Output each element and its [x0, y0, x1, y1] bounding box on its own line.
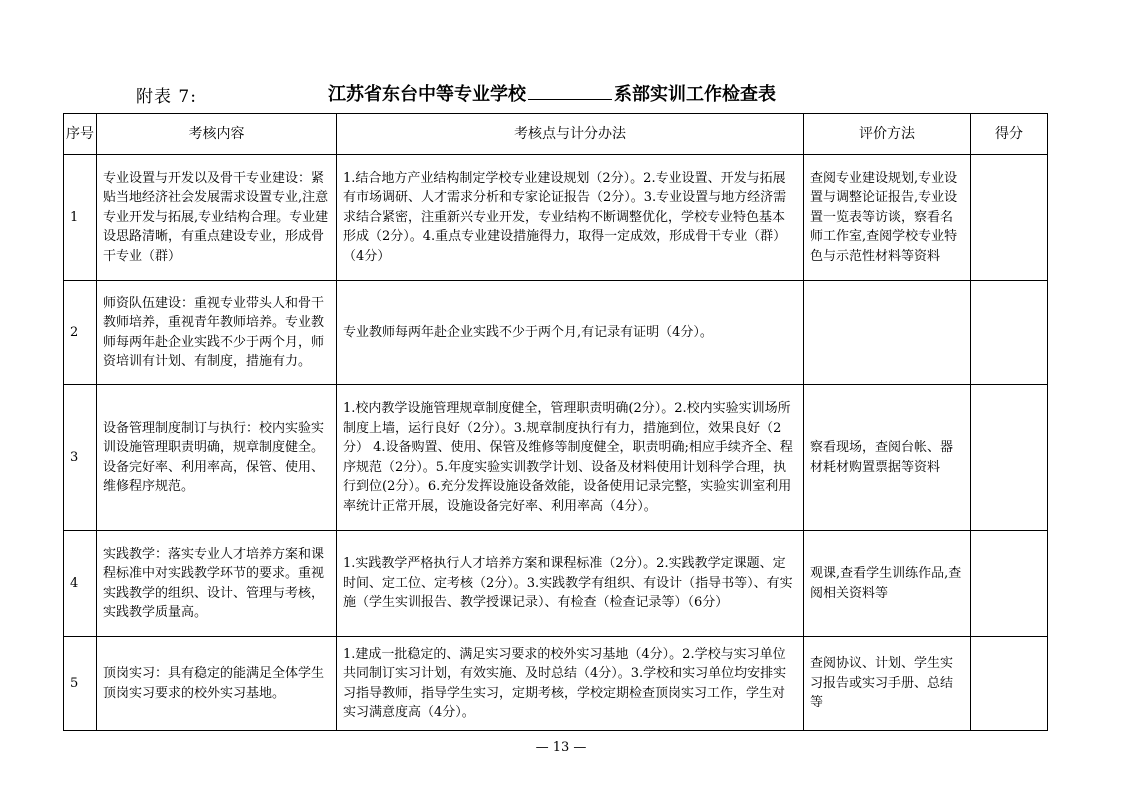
evaluation-method: 察看现场，查阅台帐、器材耗材购置票据等资料	[804, 385, 971, 531]
row-number: 2	[64, 281, 97, 385]
appendix-label: 附表 7:	[136, 87, 197, 107]
document-title	[328, 80, 776, 106]
assessment-content: 实践教学：落实专业人才培养方案和课程标准中对实践教学环节的要求。重视实践教学的组织、设计、管理与考核，实践教学质量高。	[97, 531, 337, 637]
assessment-points: 1.建成一批稳定的、满足实习要求的校外实习基地（4分）。2.学校与实习单位共同制订实习计划，有效实施、及时总结（4分）。3.学校和实习单位均安排实习指导教师，指导学生实习，定期考核，学校定期检查顶岗实习工作，学生对实习满意度高（4分）。	[337, 637, 804, 731]
assessment-points: 1.结合地方产业结构制定学校专业建设规划（2分）。2.专业设置、开发与拓展有市场调研、人才需求分析和专家论证报告（2分）。3.专业设置与地方经济需求结合紧密，注重新兴专业开发，专业结构不断调整优化，学校专业特色基本形成（2分）。4.重点专业建设措施得力，取得一定成效，形成骨干专业（群）（4分）	[337, 155, 804, 281]
score-cell[interactable]	[971, 637, 1048, 731]
header-points: 考核点与计分办法	[337, 114, 804, 155]
header-no: 序号	[64, 114, 97, 155]
assessment-points: 专业教师每两年赴企业实践不少于两个月,有记录有证明（4分）。	[337, 281, 804, 385]
evaluation-method	[804, 281, 971, 385]
row-number: 1	[64, 155, 97, 281]
score-cell[interactable]	[971, 385, 1048, 531]
assessment-content: 专业设置与开发以及骨干专业建设：紧贴当地经济社会发展需求设置专业,注意专业开发与拓展,专业结构合理。专业建设思路清晰，有重点建设专业，形成骨干专业（群）	[97, 155, 337, 281]
inspection-table	[63, 113, 1048, 731]
row-number: 5	[64, 637, 97, 731]
assessment-content: 顶岗实习：具有稳定的能满足全体学生顶岗实习要求的校外实习基地。	[97, 637, 337, 731]
table-row	[64, 637, 1048, 731]
evaluation-method: 观课,查看学生训练作品,查阅相关资料等	[804, 531, 971, 637]
row-number: 3	[64, 385, 97, 531]
assessment-content: 设备管理制度制订与执行：校内实验实训设施管理职责明确，规章制度健全。设备完好率、利用率高，保管、使用、维修程序规范。	[97, 385, 337, 531]
header-method: 评价方法	[804, 114, 971, 155]
page-number: — 13 —	[535, 740, 587, 755]
header-score: 得分	[971, 114, 1048, 155]
fill-in-blank	[528, 81, 612, 100]
document-header	[0, 80, 1122, 108]
assessment-points: 1.实践教学严格执行人才培养方案和课程标准（2分）。2.实践教学定课题、定时间、定工位、定考核（2分）。3.实践教学有组织、有设计（指导书等）、有实施（学生实训报告、教学授课记录）、有检查（检查记录等）（6分）	[337, 531, 804, 637]
table-row	[64, 385, 1048, 531]
score-cell[interactable]	[971, 155, 1048, 281]
assessment-content: 师资队伍建设：重视专业带头人和骨干教师培养，重视青年教师培养。专业教师每两年赴企业实践不少于两个月，师资培训有计划、有制度，措施有力。	[97, 281, 337, 385]
header-content: 考核内容	[97, 114, 337, 155]
table-row	[64, 155, 1048, 281]
title-suffix: 系部实训工作检查表	[614, 84, 776, 105]
evaluation-method: 查阅协议、计划、学生实习报告或实习手册、总结等	[804, 637, 971, 731]
table-row	[64, 531, 1048, 637]
evaluation-method: 查阅专业建设规划,专业设置与调整论证报告,专业设置一览表等访谈，察看名师工作室,查阅学校专业特色与示范性材料等资料	[804, 155, 971, 281]
title-prefix: 江苏省东台中等专业学校	[328, 84, 526, 105]
table-row	[64, 281, 1048, 385]
score-cell[interactable]	[971, 281, 1048, 385]
score-cell[interactable]	[971, 531, 1048, 637]
assessment-points: 1.校内教学设施管理规章制度健全，管理职责明确(2分）。2.校内实验实训场所制度上墙，运行良好（2分）。3.规章制度执行有力，措施到位，效果良好（2分） 4.设备购置、使用、保管及维修等制度健全，职责明确;相应手续齐全、程序规范（2分）。5.年度实验实训教学计划、设备及材料使用计划科学合理，执行到位(2分）。6.充分发挥设施设备效能，设备使用记录完整，实验实训室利用率统计正常开展，设施设备完好率、利用率高（4分）。	[337, 385, 804, 531]
row-number: 4	[64, 531, 97, 637]
table-header-row	[64, 114, 1048, 155]
